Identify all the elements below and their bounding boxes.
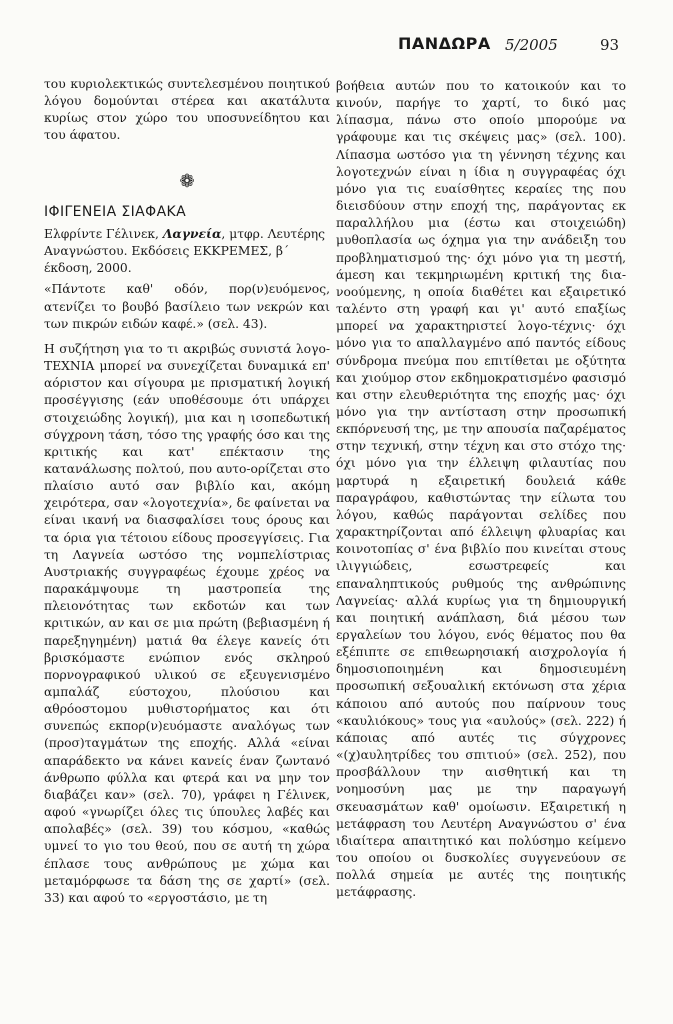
magazine-logo: ΠΑΝΔΩΡΑ (398, 34, 491, 53)
body-paragraph-left: Η συζήτηση για το τι ακριβώς συνιστά λογο-ΤΕΧΝΙΑ μπορεί να συνεχίζεται δυναμικά επ' αόριστον και σίγουρα με πρισματική λογική προσέγγισης (εάν υποθέσουμε ότι υπάρχει στοιχειώδης λογική), μια και η ισοπεδωτική σύγχρονη τάση, τόσο της γραφής όσο και της κριτικής και κατ' επέκτασιν της κατανάλωσης πολτού, που αυτο-ορίζεται στο πλαίσιο αυτό σαν βιβλίο και, ακόμη χειρότερα, σαν «λογοτεχνία», δε φαίνεται να είναι ικανή να διασφαλίσει τους όρους και τα όρια για τέτοιου είδους προσεγγίσεις. Για τη Λαγνεία ωστόσο της νομπελίστριας Αυστριακής συγγραφέως έχουμε χρέος να παρακάμψουμε τη μαστροπεία της πλειονότητας των εκδοτών και των κριτικών, αν και σε μια πρώτη (βεβιασμένη ή παρεξηγημένη) ματιά θα έλεγε κανείς ότι βρισκόμαστε ενώπιον ενός σκληρού πορνογραφικού υλικού σε εξευγενισμένο αμπαλάζ εύστοχου, πλούσιου και αθρόοστομου μυθιστορήματος και ότι συνεπώς εκπορ(ν)ευόμαστε αναλόγως των (προσ)ταγμάτων της εποχής. Αλλά «είναι απαράδεκτο να κάνει κανείς έναν ζωντανό άνθρωπο φύλλα και φτερά και να μην τον διαβάζει καν» (σελ. 70), γράφει η Γέλινεκ, αφού «γνωρίζει όλες τις ύπουλες λαβές και απολαβές» (σελ. 39) του κόσμου, «καθώς υμνεί το γιο του θεού, που σε αυτή τη χώρα έπλασε τους ανθρώπους με χώμα και μεταμόρφωσε τα δάση της σε χαρτί» (σελ. 33) και αφού το «εργοστάσιο, με τη (44, 341, 330, 905)
bibliographic-entry (44, 225, 330, 277)
page-number: 93 (600, 36, 620, 54)
page-header (0, 34, 673, 56)
intro-paragraph: του κυριολεκτικώς συντελεσμένου ποιητικού λόγου δομούνται στέρεα και ακατάλυτα κυρίως στον χώρο του υποσυνείδητου και του άφατου. (44, 77, 330, 143)
epigraph-quote: «Πάντοτε καθ' οδόν, πορ(ν)ευόμενος, ατενίζει το βουβό βασίλειο των νεκρών και των πικρών ειδών καφέ.» (σελ. 43). (44, 282, 330, 331)
right-column (336, 78, 626, 902)
book-details: , μτφρ. Λευτέρης Αναγνώστου. Εκδόσεις ΕΚΚΡΕΜΕΣ, β΄ έκδοση, 2000. (44, 226, 326, 276)
book-title: Λαγνεία (162, 225, 222, 241)
issue-number: 5/2005 (505, 36, 558, 54)
left-column (44, 76, 330, 907)
body-paragraph-right: βοήθεια αυτών που το κατοικούν και το κινούν, παρήγε το χαρτί, το δικό μας λίπασμα, πάνω στο οποίο μπορούμε να γράφουμε και τις σκέψεις μας» (σελ. 100). Λίπασμα ωστόσο για τη γέννηση τέχνης και λογοτεχνών είναι η ίδια η συγγραφέας όχι μόνο για τις ευαίσθητες κεραίες της που διεισδύουν στην εποχή της, παράγοντας εκ παραλλήλου μια (έστω και στοιχειώδη) μυθοπλασία ως όχημα για την ανάδειξη του προβληματισμού της· όχι μόνο για τη μεστή, άμεση και τεκμηριωμένη κριτική της δια-νοούμενης, η οποία διαθέτει και εξαιρετικό ταλέντο στη γραφή και γι' αυτό επαξίως μπορεί να χαρακτηριστεί λογο-τέχνις· όχι μόνο για το απαλλαγμένο από παντός είδους σύνδρομα πνεύμα που επιτίθεται με οξύτητα και χιούμορ στον εκδημοκρατισμένο φασισμό και στην ελευθεριότητα της εποχής μας· όχι μόνο για την αντίσταση στην προσωπική εκπόρνευσή της, με την απουσία παζαρέματος στην τεχνική, στην τέχνη και στο στόχο της· όχι μόνο για την έλλειψη φιλαυτίας που μαρτυρά η εξαιρετική δουλειά κάθε παραγράφου, καθιστώντας την είλωτα του λόγου, καθώς παράγονται σελίδες που χαρακτηρίζονται από έλλειψη φλυαρίας και κοινοτοπίας σ' ένα βιβλίο που κινείται στους ιλιγγιώδεις, εσωστρεφείς και επαναληπτικούς ρυθμούς της ανθρώπινης Λαγνείας· αλλά κυρίως για τη δημιουργική και ποιητική ανάπλαση, διά μέσου των εργαλείων του λόγου, ενός θέματος που θα εξέπιπτε σε επιθεωρησιακή αισχρολογία ή δημοσιοποιημένη και δημοσιευμένη προσωπική σεξουαλική εκτόνωση στα χέρια κάποιου από αυτούς που παίρνουν τους «καυλιόκους» τους για «αυλούς» (σελ. 222) ή κάποιας από αυτές τις σύγχρονες «(χ)αυλητρίδες του σπιτιού» (σελ. 252), που προσβάλλουν την αισθητική και τη νοημοσύνη μας με την παραγωγή σκευασμάτων καθ' ομοίωσιν. Εξαιρετική η μετάφραση του Λευτέρη Αναγνώστου σ' ένα ιδιαίτερα απαιτητικό και πολύσημο κείμενο του οποίου οι δυσκολίες συγγενεύουν σε πολλά σημεία με αυτές της ποιητικής μετάφρασης. (336, 79, 626, 900)
review-author: ΙΦΙΓΕΝΕΙΑ ΣΙΑΦΑΚΑ (44, 203, 187, 220)
ornament-icon: ❁ (179, 170, 195, 192)
book-author: Ελφρίντε Γέλινεκ, (44, 226, 163, 241)
